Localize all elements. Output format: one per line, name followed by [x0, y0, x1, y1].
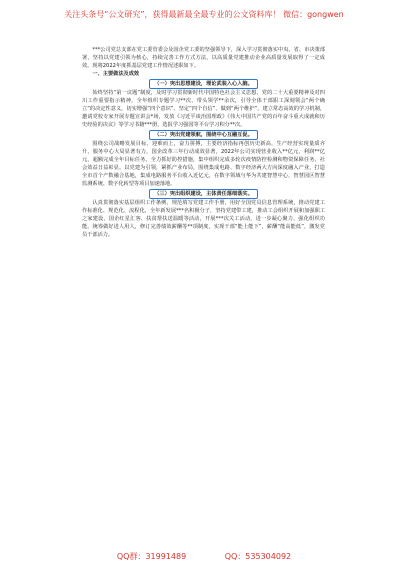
- item3-text: 认真贯彻落实基层组织工作条例，规范填写党建工作手册，用好全国党员信息管理系统，推动党建工作标准化、规范化、流程化，全年新发展***名积极分子，坚持党建带工建，推动工会组织开展和加强职工之家建设，国企红星汇客、扶贫帮扶送温暖等活动，开展***次关工活动，进一步凝心聚力、强化组织功能。统筹做好进人用人，修订完善绩效薪酬等**项制度，实现干部“能上能下”，薪酬“能高能低”，激发党员干部活力。: [82, 200, 325, 238]
- intro-paragraph: ***公司党总支部在党工委管委会及国企党工委的坚强领导下，深入学习贯彻落实中央、省、市决策部署，坚持以党建引领为核心，持续完善工作方式方法，以高质量党建推动企业高质量发展取得了一定成效。现将2022年度抓基层党建工作情况述职如下。: [82, 47, 325, 69]
- document-body: [82, 46, 325, 239]
- footer-qq-group: QQ群：31991489: [116, 552, 187, 561]
- item3-heading-label: （三）突出组织建设，主体责任落细落实。: [149, 189, 258, 199]
- top-banner: 关注头条号“公文研究”，获得最新最全最专业的公文资料库！ 微信：gongwen: [64, 10, 344, 19]
- item2-heading: [82, 130, 325, 140]
- item1-text: 始终坚持“第一议题”制度，及时学习贯彻新时代中国特色社会主义思想、党的二十大重要精神及对四川工作重要指示精神，全年组织专题学习**次、带头领学**余次，引导全体干部职工深刻领会“两个确立”的决定性意义，切实增强“四个意识”、坚定“四个自信”、做到“两个维护”，建立常态高效的学习机制，邀请党校专家开展专题宣讲会*场，发放《习近平谈治国理政》《伟大中国共产党的百年奋斗重大成就和历史经验的决议》等学习书籍***册，选报学习强国等平台学习积分**次。: [82, 90, 325, 128]
- footer: [0, 552, 408, 562]
- item2-text: 围绕公司战略发展目标，迎难而上，奋力拼搏，主要经济指标再创历史新高，生产经营实现量质齐升，服务中心大局显著有力，国企改革三年行动成效显著，2022年公司实现营业收入**亿元，利润**亿元，超额完成全年目标任务。全力抓好防控措施，集中组织完成多轮次疫情防控检测和物资保障任务，社会效益日益彰显。以党建为引领，紧抓产业布局，围绕集成电路、数字经济两大方向深度融入产业，打造全市首个产数融合基地，集成电路服务平台收入近亿元，在数字领域与华为共建智慧中心，智慧园区智慧监测系统、数字化转型等项目加速落地。: [82, 141, 325, 187]
- item2-heading-label: （二）突出党建领航，围绕中心互融互促。: [149, 130, 258, 140]
- item3-heading: [82, 189, 325, 199]
- item1-heading: [82, 79, 325, 89]
- section-title: 一、主要做法及成效: [92, 71, 140, 77]
- item1-heading-label: （一）突出思想建设，理论武装入心入脑。: [149, 79, 258, 89]
- footer-qq: QQ：535304092: [224, 552, 292, 561]
